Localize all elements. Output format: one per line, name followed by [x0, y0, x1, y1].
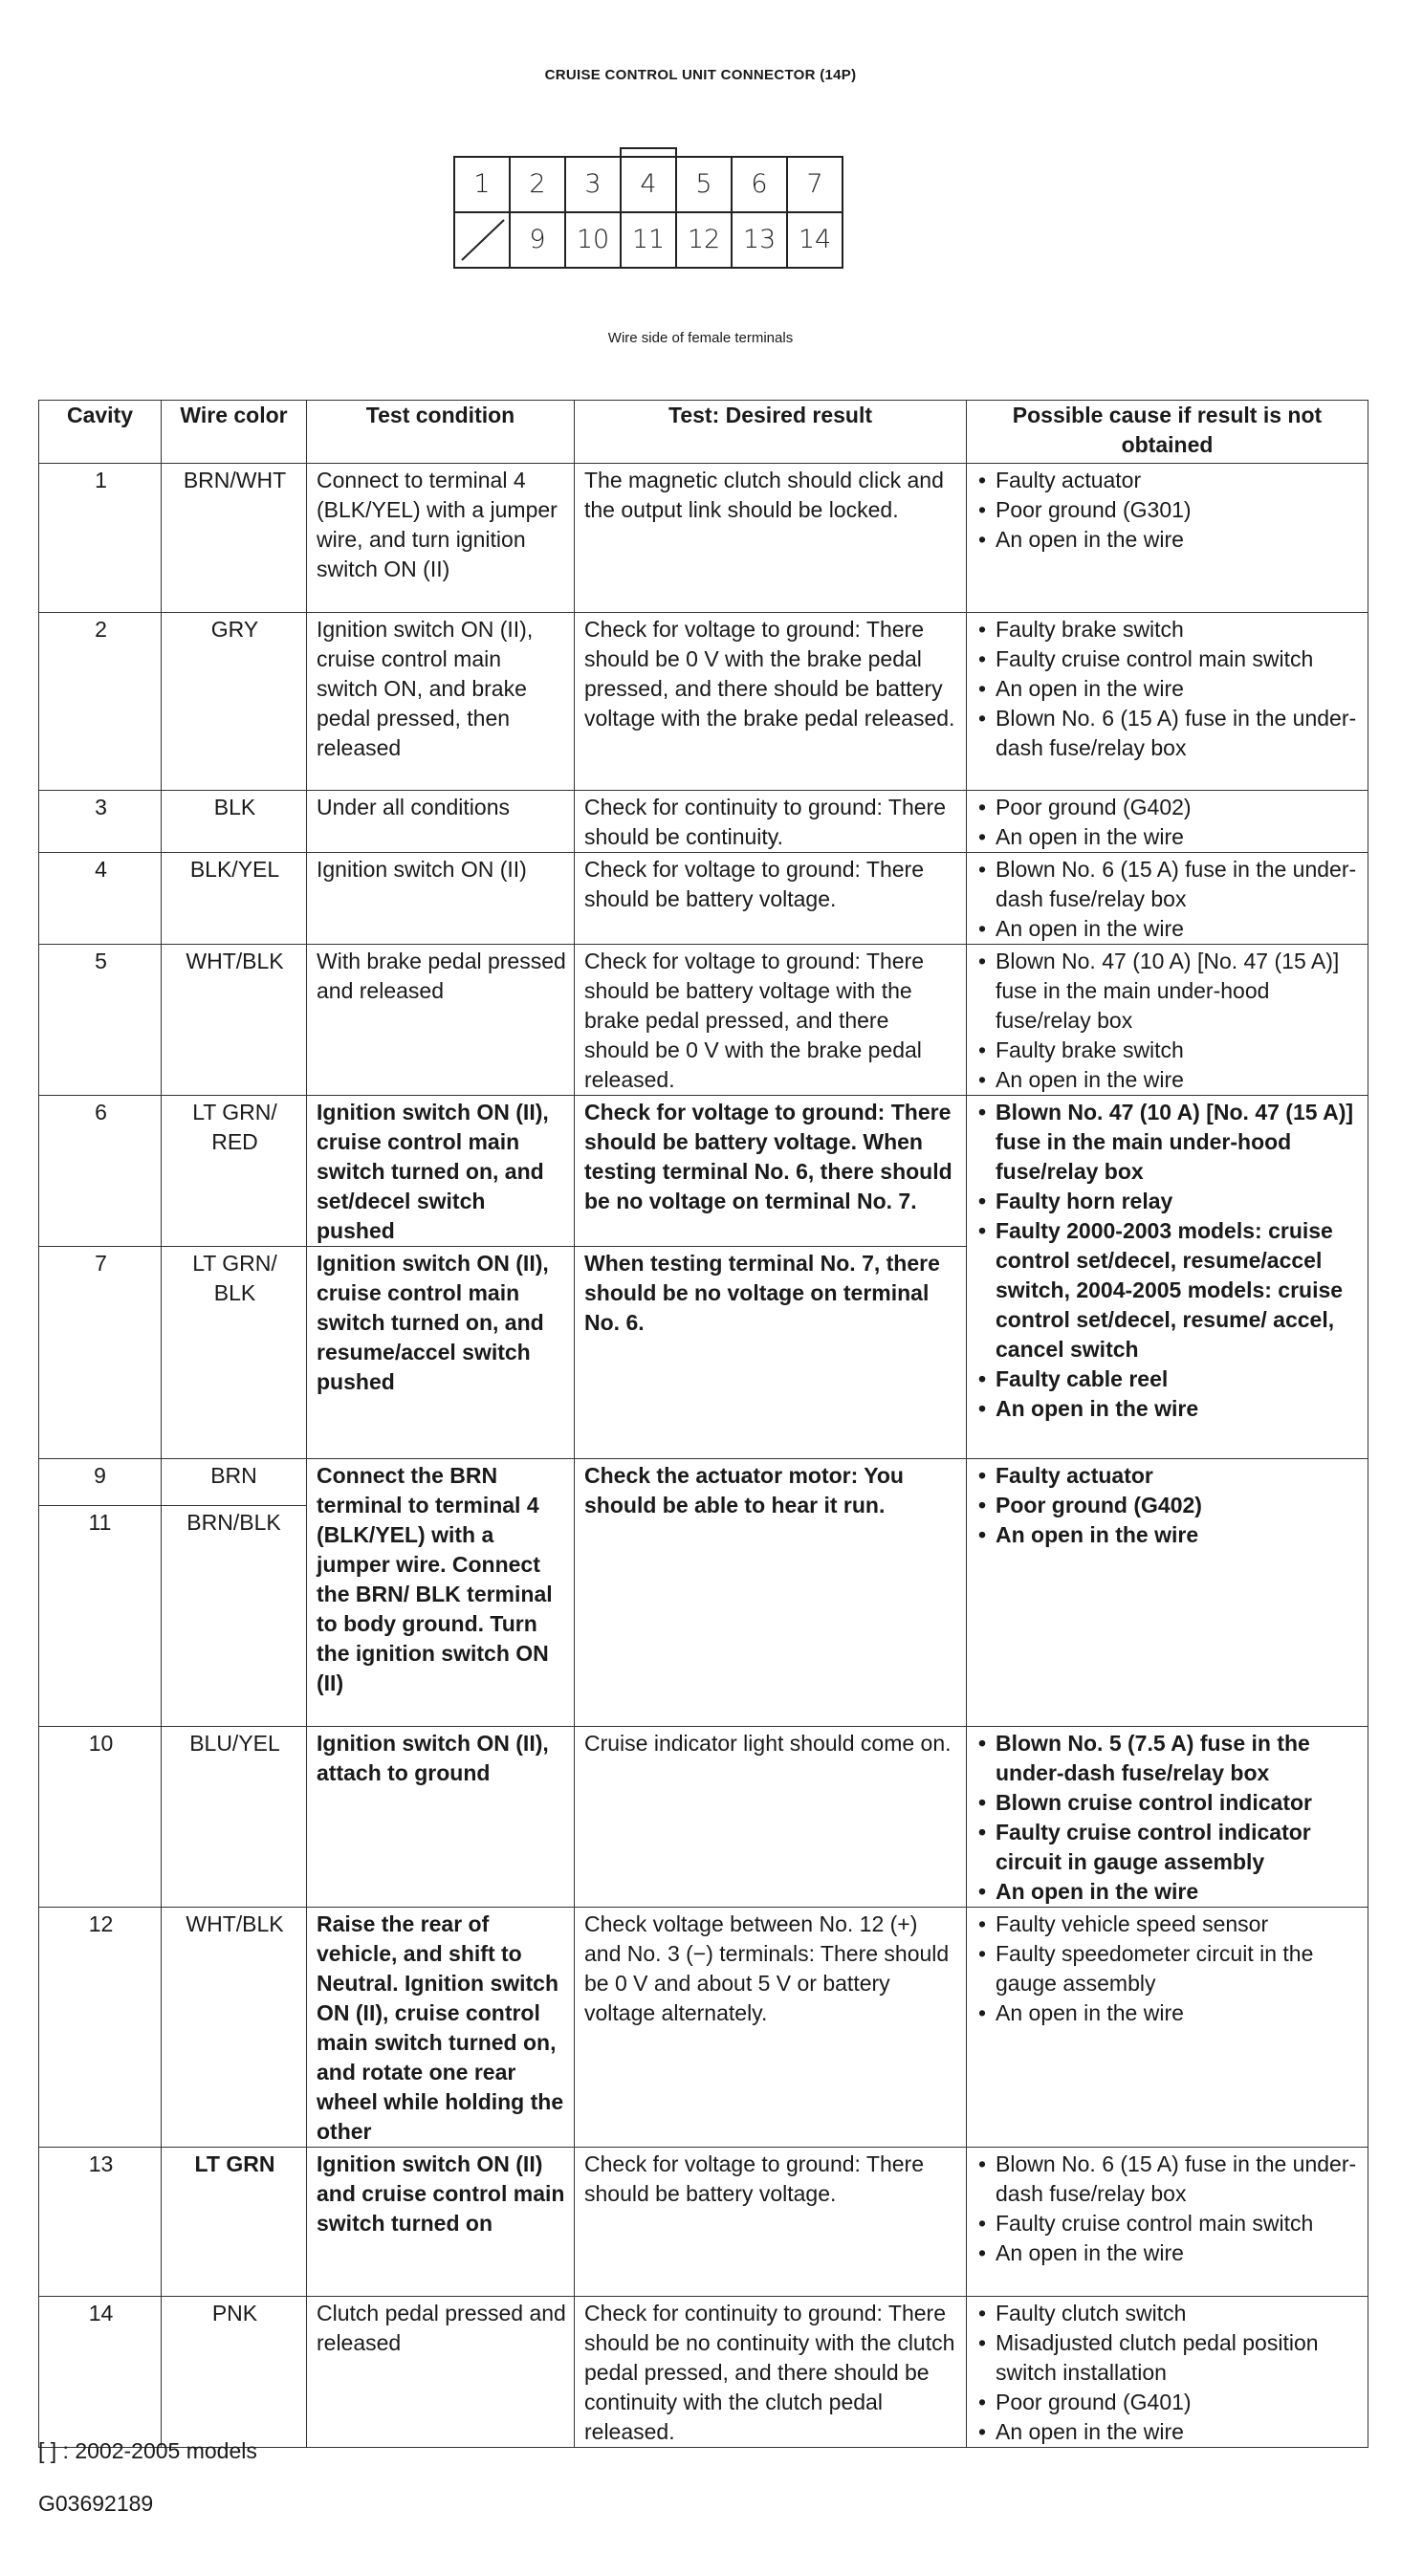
list-item: • An open in the wire — [976, 2417, 1360, 2447]
possible-cause-cell — [967, 853, 1368, 945]
wire-color-cell: GRY — [162, 613, 307, 791]
list-item: • Poor ground (G301) — [976, 495, 1360, 525]
test-condition-cell: Ignition switch ON (II) — [307, 853, 575, 945]
list-item: • Faulty cable reel — [976, 1364, 1360, 1394]
header-test-condition: Test condition — [307, 401, 575, 464]
table-row — [39, 1727, 1368, 1908]
desired-result-cell: Check for continuity to ground: There should be no continuity with the clutch pedal pressed, and there should be continuity with the clutch pedal released. — [575, 2297, 967, 2448]
pin-10: 10 — [576, 225, 610, 254]
list-item: • Poor ground (G401) — [976, 2388, 1360, 2417]
table-row — [39, 1908, 1368, 2148]
possible-cause-cell — [967, 1096, 1368, 1459]
cavity-value: 9 — [94, 1463, 106, 1488]
list-item: • Faulty actuator — [976, 466, 1360, 495]
list-item: • An open in the wire — [976, 1998, 1360, 2028]
cavity-cell: 10 — [39, 1727, 162, 1908]
test-table — [38, 400, 1368, 2448]
cavity-cell: 5 — [39, 945, 162, 1096]
cavity-cell: 13 — [39, 2148, 162, 2297]
desired-result-cell: Check for continuity to ground: There should be continuity. — [575, 791, 967, 853]
list-item: • Faulty cruise control main switch — [976, 644, 1360, 674]
list-item: • Faulty 2000-2003 models: cruise control set/decel, resume/accel switch, 2004-2005 models: cruise control set/decel, resume/ accel, cancel switch — [976, 1216, 1360, 1364]
test-condition-cell: Ignition switch ON (II), cruise control main switch ON, and brake pedal pressed, then released — [307, 613, 575, 791]
desired-result-cell: Check for voltage to ground: There should be battery voltage. When testing terminal No. 6, there should be no voltage on terminal No. 7. — [575, 1096, 967, 1247]
list-item: • An open in the wire — [976, 2238, 1360, 2268]
list-item: • Faulty brake switch — [976, 615, 1360, 644]
possible-cause-cell — [967, 791, 1368, 853]
desired-result-cell: Check for voltage to ground: There should be battery voltage. — [575, 2148, 967, 2297]
table-row — [39, 1096, 1368, 1247]
wire-color-cell: BLU/YEL — [162, 1727, 307, 1908]
list-item: • An open in the wire — [976, 822, 1360, 852]
desired-result-cell: Check for voltage to ground: There should be 0 V with the brake pedal pressed, and there should be battery voltage with the brake pedal released. — [575, 613, 967, 791]
connector-diagram — [454, 148, 851, 268]
list-item: • Blown No. 5 (7.5 A) fuse in the under-dash fuse/relay box — [976, 1729, 1360, 1788]
desired-result-cell: Check for voltage to ground: There should be battery voltage. — [575, 853, 967, 945]
header-possible-cause: Possible cause if result is not obtained — [967, 401, 1368, 464]
list-item: • Poor ground (G402) — [976, 1491, 1360, 1520]
list-item: • An open in the wire — [976, 1394, 1360, 1424]
cavity-cell: 7 — [39, 1247, 162, 1459]
list-item: • Blown No. 47 (10 A) [No. 47 (15 A)] fuse in the main under-hood fuse/relay box — [976, 947, 1360, 1036]
pin-3: 3 — [584, 169, 602, 199]
wire-color-cell: LT GRN/ BLK — [162, 1247, 307, 1459]
wire-color-cell: BLK/YEL — [162, 853, 307, 945]
list-item: • Blown No. 6 (15 A) fuse in the under-dash fuse/relay box — [976, 2150, 1360, 2209]
list-item: • An open in the wire — [976, 1520, 1360, 1550]
wire-color-cell: LT GRN — [162, 2148, 307, 2297]
cavity-cell: 12 — [39, 1908, 162, 2148]
list-item: • Faulty actuator — [976, 1461, 1360, 1491]
list-item: • Misadjusted clutch pedal position switch installation — [976, 2328, 1360, 2388]
list-item: • An open in the wire — [976, 674, 1360, 704]
wire-color-cell: WHT/BLK — [162, 1908, 307, 2148]
test-condition-cell: Ignition switch ON (II) and cruise control main switch turned on — [307, 2148, 575, 2297]
possible-cause-cell — [967, 2297, 1368, 2448]
list-item: • An open in the wire — [976, 525, 1360, 555]
figure-id: G03692189 — [38, 2491, 154, 2516]
cavity-cell: 3 — [39, 791, 162, 853]
wire-color-cell: WHT/BLK — [162, 945, 307, 1096]
page-title: CRUISE CONTROL UNIT CONNECTOR (14P) — [544, 67, 857, 83]
possible-cause-cell — [967, 1908, 1368, 2148]
list-item: • Blown No. 6 (15 A) fuse in the under-dash fuse/relay box — [976, 704, 1360, 763]
test-condition-cell: Raise the rear of vehicle, and shift to Neutral. Ignition switch ON (II), cruise control main switch turned on, and rotate one rear wheel while holding the other — [307, 1908, 575, 2148]
list-item: • Blown No. 6 (15 A) fuse in the under-dash fuse/relay box — [976, 855, 1360, 914]
list-item: • Faulty cruise control main switch — [976, 2209, 1360, 2238]
list-item: • Blown No. 47 (10 A) [No. 47 (15 A)] fuse in the main under-hood fuse/relay box — [976, 1098, 1360, 1187]
header-wire-color: Wire color — [162, 401, 307, 464]
list-item: • An open in the wire — [976, 914, 1360, 944]
wire-color-value: BRN/BLK — [162, 1505, 306, 1538]
pin-1: 1 — [473, 169, 491, 199]
possible-cause-cell — [967, 1459, 1368, 1727]
list-item: • Faulty clutch switch — [976, 2299, 1360, 2328]
possible-cause-cell — [967, 464, 1368, 613]
pin-6: 6 — [751, 169, 768, 199]
cavity-cell: 14 — [39, 2297, 162, 2448]
table-row — [39, 464, 1368, 613]
test-condition-cell: Clutch pedal pressed and released — [307, 2297, 575, 2448]
pin-7: 7 — [806, 169, 823, 199]
test-condition-cell: Connect to terminal 4 (BLK/YEL) with a jumper wire, and turn ignition switch ON (II) — [307, 464, 575, 613]
header-cavity: Cavity — [39, 401, 162, 464]
list-item: • Faulty horn relay — [976, 1187, 1360, 1216]
pin-13: 13 — [742, 225, 777, 254]
table-row — [39, 791, 1368, 853]
cavity-cell: 6 — [39, 1096, 162, 1247]
table-row — [39, 2148, 1368, 2297]
test-condition-cell: Under all conditions — [307, 791, 575, 853]
list-item: • An open in the wire — [976, 1877, 1360, 1907]
connector-caption: Wire side of female terminals — [607, 330, 794, 346]
wire-color-value: BRN — [210, 1463, 257, 1488]
pin-11: 11 — [631, 225, 666, 254]
desired-result-cell: Check the actuator motor: You should be able to hear it run. — [575, 1459, 967, 1727]
table-row — [39, 853, 1368, 945]
desired-result-cell: Cruise indicator light should come on. — [575, 1727, 967, 1908]
desired-result-cell: Check for voltage to ground: There should be battery voltage with the brake pedal pressed, and there should be 0 V with the brake pedal released. — [575, 945, 967, 1096]
list-item: • Faulty speedometer circuit in the gauge assembly — [976, 1939, 1360, 1998]
test-condition-cell: Ignition switch ON (II), cruise control main switch turned on, and resume/accel switch pushed — [307, 1247, 575, 1459]
header-desired-result: Test: Desired result — [575, 401, 967, 464]
pin-9: 9 — [529, 225, 546, 254]
wire-color-cell: BRN/WHT — [162, 464, 307, 613]
wire-color-cell — [162, 1459, 307, 1727]
list-item: • Blown cruise control indicator — [976, 1788, 1360, 1818]
list-item: • Faulty brake switch — [976, 1036, 1360, 1065]
list-item: • Poor ground (G402) — [976, 793, 1360, 822]
desired-result-cell: Check voltage between No. 12 (+) and No. 3 (−) terminals: There should be 0 V and about 5 V or battery voltage alternately. — [575, 1908, 967, 2148]
possible-cause-cell — [967, 2148, 1368, 2297]
pin-12: 12 — [687, 225, 721, 254]
pin-5: 5 — [695, 169, 712, 199]
possible-cause-cell — [967, 613, 1368, 791]
cavity-cell: 1 — [39, 464, 162, 613]
test-condition-cell: Ignition switch ON (II), cruise control main switch turned on, and set/decel switch pushed — [307, 1096, 575, 1247]
wire-color-cell: LT GRN/ RED — [162, 1096, 307, 1247]
wire-color-cell: PNK — [162, 2297, 307, 2448]
wire-color-cell: BLK — [162, 791, 307, 853]
table-row — [39, 945, 1368, 1096]
pin-4: 4 — [640, 169, 657, 199]
table-row — [39, 1459, 1368, 1727]
test-condition-cell: Connect the BRN terminal to terminal 4 (BLK/YEL) with a jumper wire. Connect the BRN/ BLK terminal to body ground. Turn the ignition switch ON (II) — [307, 1459, 575, 1727]
test-condition-cell: Ignition switch ON (II), attach to ground — [307, 1727, 575, 1908]
legend-note: [ ] : 2002-2005 models — [38, 2438, 257, 2463]
cavity-cell: 4 — [39, 853, 162, 945]
pin-2: 2 — [529, 169, 546, 199]
list-item: • Faulty cruise control indicator circuit in gauge assembly — [976, 1818, 1360, 1877]
cavity-cell: 2 — [39, 613, 162, 791]
table-row — [39, 613, 1368, 791]
list-item: • An open in the wire — [976, 1065, 1360, 1095]
table-row — [39, 2297, 1368, 2448]
test-condition-cell: With brake pedal pressed and released — [307, 945, 575, 1096]
possible-cause-cell — [967, 945, 1368, 1096]
desired-result-cell: When testing terminal No. 7, there should be no voltage on terminal No. 6. — [575, 1247, 967, 1459]
possible-cause-cell — [967, 1727, 1368, 1908]
cavity-value: 11 — [39, 1505, 161, 1538]
cavity-cell — [39, 1459, 162, 1727]
pin-14: 14 — [798, 225, 832, 254]
desired-result-cell: The magnetic clutch should click and the output link should be locked. — [575, 464, 967, 613]
list-item: • Faulty vehicle speed sensor — [976, 1910, 1360, 1939]
